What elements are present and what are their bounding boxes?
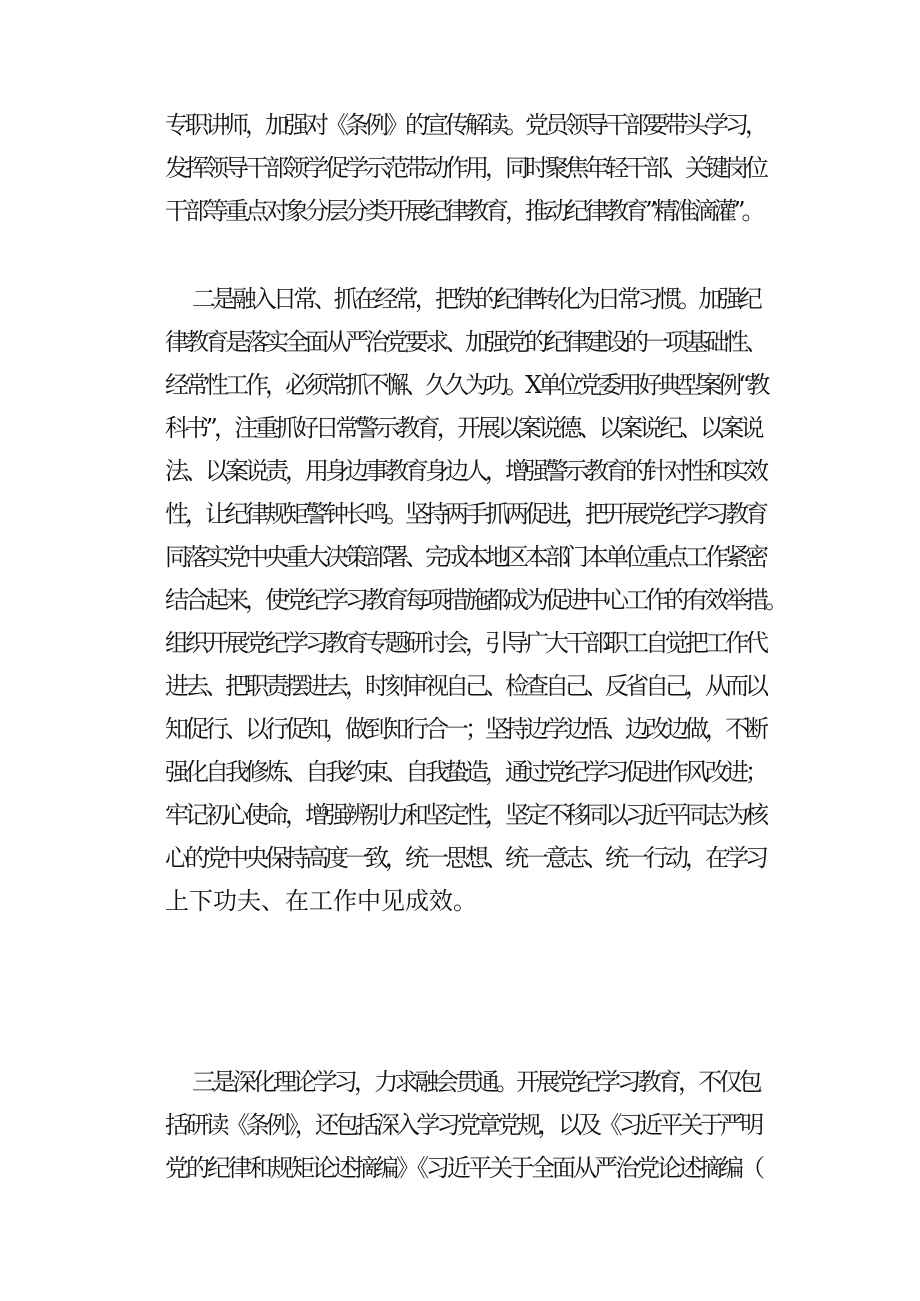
text-line: 心的党中央保持高度一致，统一思想、统一意志、统一行动，在学习 — [165, 844, 765, 872]
text-line: 牢记初心使命，增强辨别力和坚定性，坚定不移同以习近平同志为核 — [165, 801, 765, 829]
text-line: 三是深化理论学习，力求融会贯通。开展党纪学习教育，不仅包 — [192, 1068, 759, 1096]
text-line: 法、以案说责，用身边事教育身边人，增强警示教育的针对性和实效 — [165, 457, 765, 485]
text-line: 二是融入日常、抓在经常，把铁的纪律转化为日常习惯。加强纪 — [192, 285, 759, 313]
text-line: 党的纪律和规矩论述摘编》《习近平关于全面从严治党论述摘编（ — [165, 1154, 762, 1182]
text-line: 上下功夫、在工作中见成效。 — [165, 887, 477, 915]
paragraph-3 — [165, 1061, 765, 1190]
text-line: 专职讲师，加强对《条例》的宣传解读。党员领导干部要带头学习， — [165, 111, 765, 139]
text-line: 同落实党中央重大决策部署、完成本地区本部门本单位重点工作紧密 — [165, 543, 765, 571]
text-line: 括研读《条例》，还包括深入学习党章党规，以及《习近平关于严明 — [165, 1111, 761, 1139]
text-line: 科书”，注重抓好日常警示教育，开展以案说德、以案说纪、以案说 — [165, 414, 761, 442]
text-line: 进去、把职责摆进去，时刻审视自己、检查自己、反省自己，从而以 — [165, 672, 765, 700]
text-line: 强化自我修炼、自我约束、自我蛰造，通过党纪学习促进作风改进； — [165, 758, 765, 786]
paragraph-2 — [165, 278, 785, 923]
text-line: 结合起来，使党纪学习教育每项措施都成为促进中心工作的有效举措。 — [165, 586, 785, 614]
text-line: 性，让纪律规矩警钟长鸣。坚持两手抓两促进，把开展党纪学习教育 — [165, 500, 765, 528]
text-line: 组织开展党纪学习教育专题研讨会，引导广大干部职工自觉把工作代 — [165, 629, 765, 657]
paragraph-1 — [165, 104, 765, 233]
text-line: 知促行、以行促知，做到知行合一；坚持边学边悟、边改边做，不断 — [165, 715, 765, 743]
text-line: 干部等重点对象分层分类开展纪律教育，推动纪律教育”精准滴灌”。 — [165, 197, 762, 225]
text-line: 经常性工作，必须常抓不懈、久久为功。X单位党委用好典型案例“教 — [165, 371, 767, 399]
text-line: 发挥领导干部领学促学示范带动作用，同时聚焦年轻干部、关键岗位 — [165, 154, 765, 182]
text-line: 律教育是落实全面从严治党要求、加强党的纪律建设的一项基础性、 — [165, 328, 765, 356]
